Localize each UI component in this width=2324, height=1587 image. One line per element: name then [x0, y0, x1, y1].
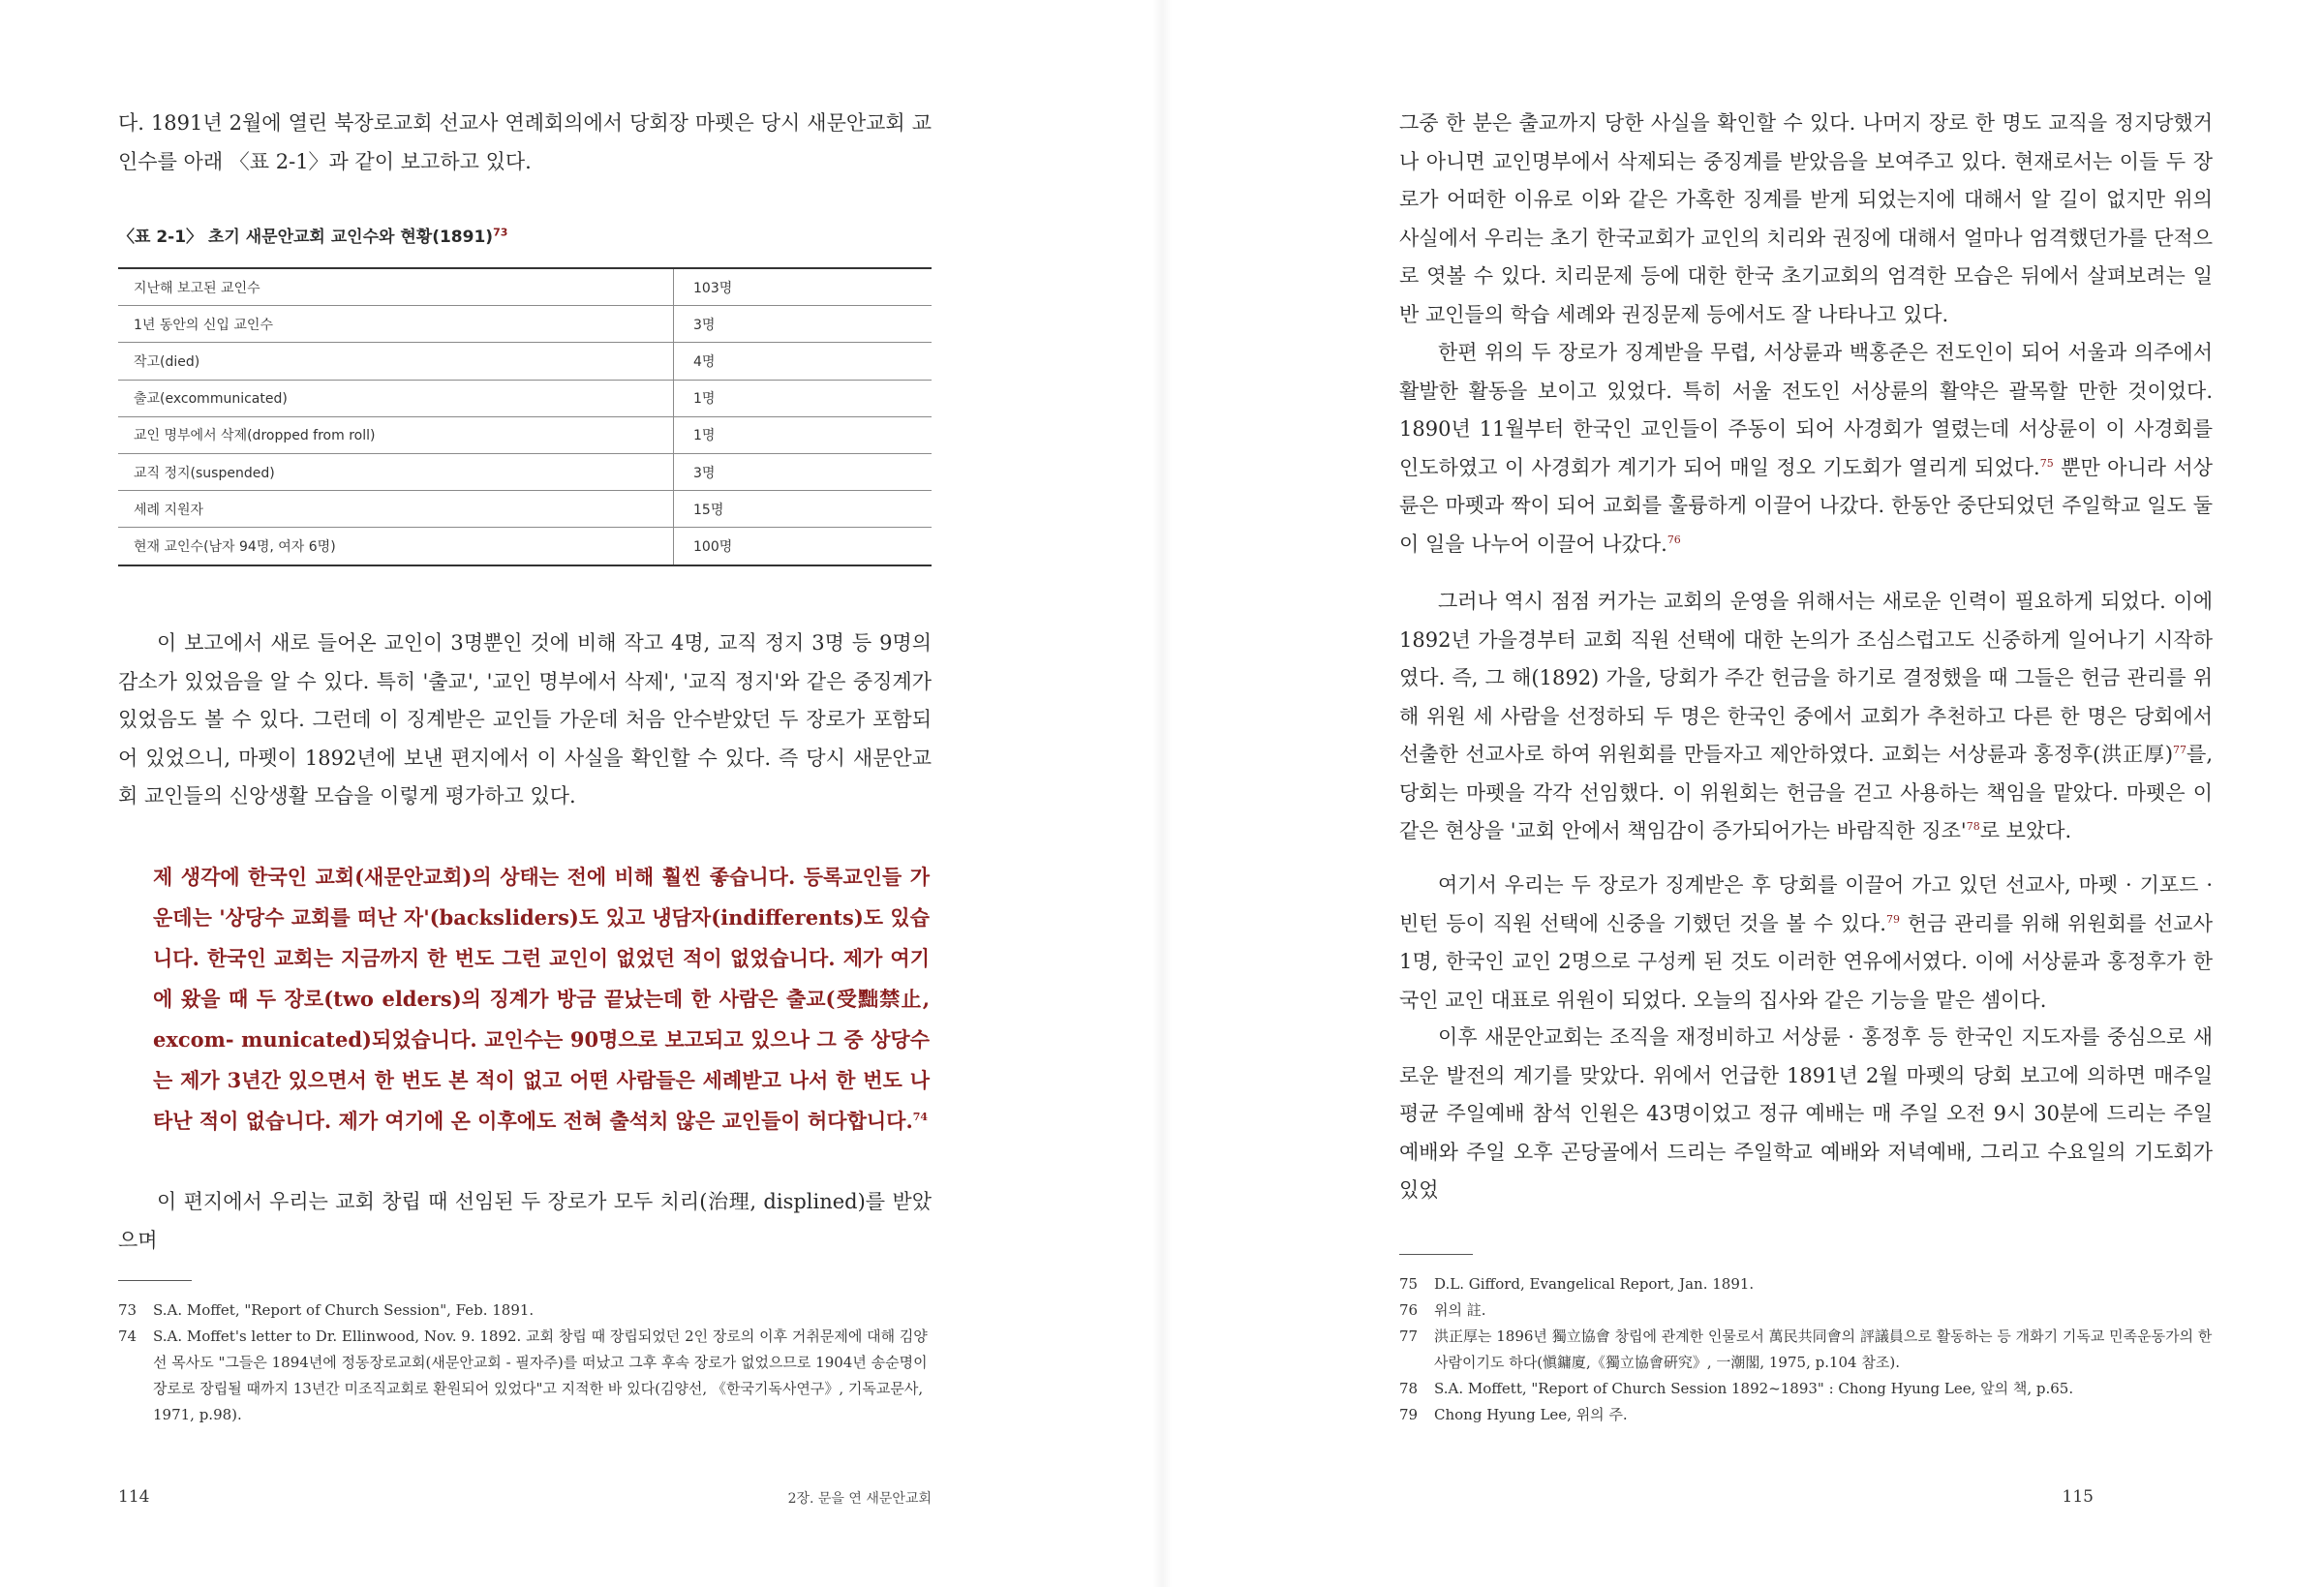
- page-number-right: 115: [2062, 1487, 2094, 1507]
- table-row: [118, 416, 932, 453]
- table-cell-label: 교직 정지(suspended): [118, 453, 674, 490]
- right-paragraph-2-text: 한편 위의 두 장로가 징계받을 무렵, 서상륜과 백홍준은 전도인이 되어 서울과 의주에서 활발한 활동을 보이고 있었다. 특히 서울 전도인 서상륜의 활약은 괄목할 만한 것이었다. 1890년 11월부터 한국인 교인들이 주동이 되어 사경회가 열렸는데 서상륜이 이 사경회를 인도하였고 이 사경회가 계기가 되어 매일 정오 기도회가 열리게 되었다.: [1399, 341, 2213, 479]
- right-paragraph-3: [1399, 583, 2213, 851]
- footnote-rule: [118, 1280, 192, 1281]
- table-cell-label: 1년 동안의 신입 교인수: [118, 306, 674, 343]
- footnote-number: 75: [1399, 1275, 1419, 1293]
- table-row: [118, 528, 932, 565]
- footnote-item: [1399, 1271, 2213, 1297]
- right-page: [1162, 0, 2324, 1587]
- running-head: 2장. 문을 연 새문안교회: [787, 1491, 932, 1507]
- table-title-text: 〈표 2-1〉 초기 새문안교회 교인수와 현황(1891): [118, 228, 494, 247]
- footnote-item: [1399, 1402, 2213, 1428]
- table-row: [118, 380, 932, 416]
- right-paragraph-3-text: 그러나 역시 점점 커가는 교회의 운영을 위해서는 새로운 인력이 필요하게 되었다. 이에 1892년 가을경부터 교회 직원 선택에 대한 논의가 조심스럽고도 신중하게 일어나기 시작하였다. 즉, 그 해(1892) 가을, 당회가 주간 헌금을 하기로 결정했을 때 그들은 헌금 관리를 위해 위원 세 사람을 선정하되 두 명은 한국인 중에서 교회가 추천하고 다른 한 명은 당회에서 선출한 선교사로 하여 위원회를 만들자고 제안하였다. 교회는 서상륜과 홍정후(洪正厚): [1399, 590, 2213, 766]
- footnote-rule: [1399, 1254, 1473, 1255]
- footnote-ref-77[interactable]: 77: [2173, 744, 2187, 756]
- footnote-text: 위의 註.: [1434, 1301, 1486, 1319]
- footnote-number: 78: [1399, 1380, 1419, 1397]
- footnote-item: [1399, 1324, 2213, 1376]
- footnote-text: D.L. Gifford, Evangelical Report, Jan. 1891.: [1434, 1275, 1755, 1293]
- table-cell-value: 103명: [674, 268, 933, 306]
- footnote-text: 洪正厚는 1896년 獨立協會 창립에 관계한 인물로서 萬民共同會의 評議員으로 활동하는 등 개화기 기독교 민족운동가의 한 사람이기도 하다(愼鏞廈,《獨立協會硏究》, 一潮閣, 1975, p.104 참조).: [1434, 1328, 2213, 1371]
- footnote-ref-76[interactable]: 76: [1667, 533, 1681, 546]
- footnote-ref-75[interactable]: 75: [2039, 456, 2054, 470]
- footnote-text: Chong Hyung Lee, 위의 주.: [1434, 1406, 1628, 1423]
- footnote-text: S.A. Moffett, "Report of Church Session 1892~1893" : Chong Hyung Lee, 앞의 책, p.65.: [1434, 1380, 2074, 1397]
- footnote-ref-79[interactable]: 79: [1885, 912, 1900, 926]
- footnote-text: S.A. Moffet, "Report of Church Session", Feb. 1891.: [153, 1301, 535, 1319]
- table-cell-value: 3명: [674, 306, 933, 343]
- table-cell-value: 100명: [674, 528, 933, 565]
- footnote-item: [1399, 1376, 2213, 1402]
- footnote-number: 74: [118, 1328, 138, 1345]
- table-cell-label: 현재 교인수(남자 94명, 여자 6명): [118, 528, 674, 565]
- right-paragraph-1: 그중 한 분은 출교까지 당한 사실을 확인할 수 있다. 나머지 장로 한 명도 교직을 정지당했거나 아니면 교인명부에서 삭제되는 중징계를 받았음을 보여주고 있다. 현재로서는 이들 두 장로가 어떠한 이유로 이와 같은 가혹한 징계를 받게 되었는지에 대해서 알 길이 없지만 위의 사실에서 우리는 초기 한국교회가 교인의 치리와 권징에 대해서 얼마나 엄격했던가를 단적으로 엿볼 수 있다. 치리문제 등에 대한 한국 초기교회의 엄격한 모습은 뒤에서 살펴보려는 일반 교인들의 학습 세례와 권징문제 등에서도 잘 나타나고 있다.: [1399, 111, 2213, 326]
- table-cell-value: 4명: [674, 343, 933, 380]
- table-cell-value: 3명: [674, 453, 933, 490]
- footnote-item: [118, 1324, 932, 1428]
- footnotes-right: [1399, 1271, 2213, 1428]
- right-paragraph-5: 이후 새문안교회는 조직을 재정비하고 서상륜 · 홍정후 등 한국인 지도자를 중심으로 새로운 발전의 계기를 맞았다. 위에서 언급한 1891년 2월 마펫의 당회 보고에 의하면 매주일 평균 주일예배 참석 인원은 43명이었고 정규 예배는 매 주일 오전 9시 30분에 드리는 주일예배와 주일 오후 곤당골에서 드리는 주일학교 예배와 저녁예배, 그리고 수요일의 기도회가 있었: [1399, 1025, 2213, 1202]
- table-cell-label: 출교(excommunicated): [118, 380, 674, 416]
- right-paragraph-2b-text: 뿐만 아니라 서상륜은 마펫과 짝이 되어 교회를 훌륭하게 이끌어 나갔다. 한동안 중단되었던 주일학교 일도 둘이 일을 나누어 이끌어 나갔다.: [1399, 455, 2214, 556]
- table-cell-value: 1명: [674, 380, 933, 416]
- table-row: [118, 268, 932, 306]
- intro-paragraph: 다. 1891년 2월에 열린 북장로교회 선교사 연례회의에서 당회장 마펫은 당시 새문안교회 교인수를 아래 〈표 2-1〉과 같이 보고하고 있다.: [118, 111, 932, 173]
- right-paragraph-2: [1399, 334, 2213, 564]
- right-paragraph-4b-text: 헌금 관리를 위해 위원회를 선교사 1명, 한국인 교인 2명으로 구성케 된 것도 이러한 연유에서였다. 이에 서상륜과 홍정후가 한국인 교인 대표로 위원이 되었다. 오늘의 집사와 같은 기능을 맡은 셈이다.: [1399, 911, 2213, 1012]
- table-row: [118, 491, 932, 528]
- page-number-left: 114: [118, 1487, 150, 1507]
- table-row: [118, 343, 932, 380]
- table-cell-label: 교인 명부에서 삭제(dropped from roll): [118, 416, 674, 453]
- right-paragraph-3c-text: 로 보았다.: [1979, 819, 2072, 842]
- right-paragraph-3b-text: 를, 당회는 마펫을 각각 선임했다. 이 위원회는 헌금을 걷고 사용하는 책임을 맡았다. 마펫은 이같은 현상을 '교회 안에서 책임감이 증가되어가는 바람직한 징조': [1399, 743, 2213, 842]
- body-paragraph-2: 이 편지에서 우리는 교회 창립 때 선임된 두 장로가 모두 치리(治理, displined)를 받았으며: [118, 1190, 932, 1252]
- quote-footnote-ref[interactable]: 74: [912, 1111, 929, 1123]
- footnotes-left: [118, 1297, 932, 1428]
- body-paragraph-1: 이 보고에서 새로 들어온 교인이 3명뿐인 것에 비해 작고 4명, 교직 정지 3명 등 9명의 감소가 있었음을 알 수 있다. 특히 '출교', '교인 명부에서 삭제', '교직 정지'와 같은 중징계가 있었음도 볼 수 있다. 그런데 이 징계받은 교인들 가운데 처음 안수받았던 두 장로가 포함되어 있었으니, 마펫이 1892년에 보낸 편지에서 이 사실을 확인할 수 있다. 즉 당시 새문안교회 교인들의 신앙생활 모습을 이렇게 평가하고 있다.: [118, 631, 932, 808]
- membership-table: [118, 267, 932, 566]
- footnote-ref-78[interactable]: 78: [1966, 820, 1980, 833]
- table-title-footnote-ref[interactable]: 73: [493, 226, 508, 239]
- right-paragraph-4-text: 여기서 우리는 두 장로가 징계받은 후 당회를 이끌어 가고 있던 선교사, 마펫 · 기포드 · 빈턴 등이 직원 선택에 신중을 기했던 것을 볼 수 있다.: [1399, 873, 2213, 935]
- table-row: [118, 306, 932, 343]
- block-quote-text: 제 생각에 한국인 교회(새문안교회)의 상태는 전에 비해 훨씬 좋습니다. 등록교인들 가운데는 '상당수 교회를 떠난 자'(backsliders)도 있고 냉담자(indifferents)도 있습니다. 한국인 교회는 지금까지 한 번도 그런 교인이 없었던 적이 없었습니다. 제가 여기에 왔을 때 두 장로(two elders)의 징계가 방금 끝났는데 한 사람은 출교(受黜禁止, excom- municated)되었습니다. 교인수는 90명으로 보고되고 있으나 그 중 상당수는 제가 3년간 있으면서 한 번도 본 적이 없고 어떤 사람들은 세례받고 나서 한 번도 나타난 적이 없습니다. 제가 여기에 온 이후에도 전혀 출석치 않은 교인들이 허다합니다.: [153, 865, 930, 1133]
- right-paragraph-4: [1399, 867, 2213, 1020]
- footnote-number: 77: [1399, 1328, 1419, 1345]
- table-title: [118, 223, 932, 252]
- block-quote: [153, 857, 930, 1142]
- table-row: [118, 453, 932, 490]
- table-cell-label: 작고(died): [118, 343, 674, 380]
- footnote-number: 73: [118, 1301, 138, 1319]
- footnote-number: 79: [1399, 1406, 1419, 1423]
- footnote-item: [1399, 1297, 2213, 1324]
- table-cell-label: 지난해 보고된 교인수: [118, 268, 674, 306]
- footnote-item: [118, 1297, 932, 1324]
- table-cell-label: 세례 지원자: [118, 491, 674, 528]
- table-cell-value: 1명: [674, 416, 933, 453]
- footnote-text: S.A. Moffet's letter to Dr. Ellinwood, Nov. 9. 1892. 교회 창립 때 장립되었던 2인 장로의 이후 거취문제에 대해 김양선 목사도 "그들은 1894년에 정동장로교회(새문안교회 - 필자주)를 떠났고 그후 후속 장로가 없었으므로 1904년 송순명이 장로로 장립될 때까지 13년간 미조직교회로 환원되어 있었다"고 지적한 바 있다(김양선, 《한국기독사연구》, 기독교문사, 1971, p.98).: [153, 1328, 928, 1423]
- table-cell-value: 15명: [674, 491, 933, 528]
- footnote-number: 76: [1399, 1301, 1419, 1319]
